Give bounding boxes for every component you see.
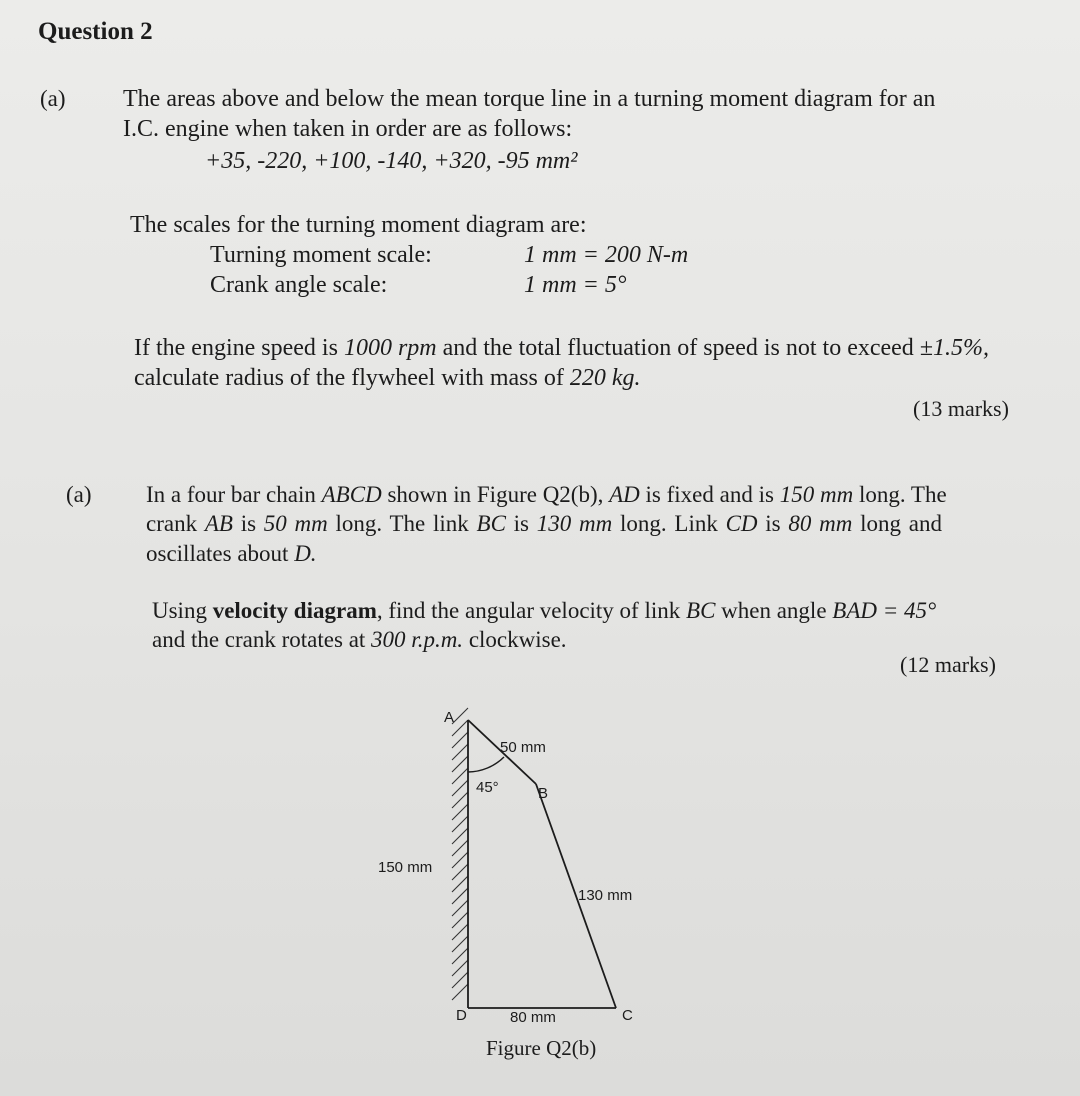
part-a1-question-line2: calculate radius of the flywheel with mass of 220 kg. <box>134 365 641 391</box>
part-a2-using-line1: Using velocity diagram, find the angular velocity of link BC when angle BAD = 45° <box>152 598 937 623</box>
label-ab-length: 50 mm <box>500 739 546 756</box>
label-ad-length: 150 mm <box>378 859 433 876</box>
part-a2-line2: crank AB is 50 mm long. The link BC is 130 mm long. Link CD is 80 mm long and <box>146 511 942 536</box>
part-a1-question-line1: If the engine speed is 1000 rpm and the total fluctuation of speed is not to exceed ±1.5%, <box>134 335 989 361</box>
crank-angle-scale-label: Crank angle scale: <box>210 272 388 298</box>
part-a2-using-line2: and the crank rotates at 300 r.p.m. clockwise. <box>152 627 567 652</box>
ground-hatching <box>452 708 468 1000</box>
scales-intro: The scales for the turning moment diagram are: <box>130 212 587 238</box>
part-a1-areas: +35, -220, +100, -140, +320, -95 mm² <box>205 148 578 174</box>
part-a2-line3: oscillates about D. <box>146 541 317 566</box>
label-cd-length: 80 mm <box>510 1009 556 1026</box>
label-bc-length: 130 mm <box>578 887 633 904</box>
part-a1-line2: I.C. engine when taken in order are as follows: <box>123 116 573 142</box>
part-a2-line1: In a four bar chain ABCD shown in Figure Q2(b), AD is fixed and is 150 mm long. The <box>146 482 947 507</box>
label-b: B <box>538 785 549 802</box>
crank-angle-scale-value: 1 mm = 5° <box>524 272 627 298</box>
label-c: C <box>622 1007 633 1024</box>
figure-caption: Figure Q2(b) <box>486 1036 597 1060</box>
part-a2-label: (a) <box>66 482 92 507</box>
part-a2-marks: (12 marks) <box>900 652 996 677</box>
label-angle: 45° <box>476 779 499 796</box>
part-a1-marks: (13 marks) <box>913 396 1009 421</box>
label-d: D <box>456 1007 467 1024</box>
four-bar-chain-figure <box>360 700 680 1030</box>
question-heading: Question 2 <box>38 18 153 45</box>
part-a1-line1: The areas above and below the mean torque line in a turning moment diagram for an <box>123 86 936 112</box>
angle-arc <box>468 757 504 772</box>
part-a1-label: (a) <box>40 86 66 111</box>
turning-moment-scale-label: Turning moment scale: <box>210 242 432 268</box>
turning-moment-scale-value: 1 mm = 200 N-m <box>524 242 689 268</box>
label-a: A <box>444 709 455 726</box>
